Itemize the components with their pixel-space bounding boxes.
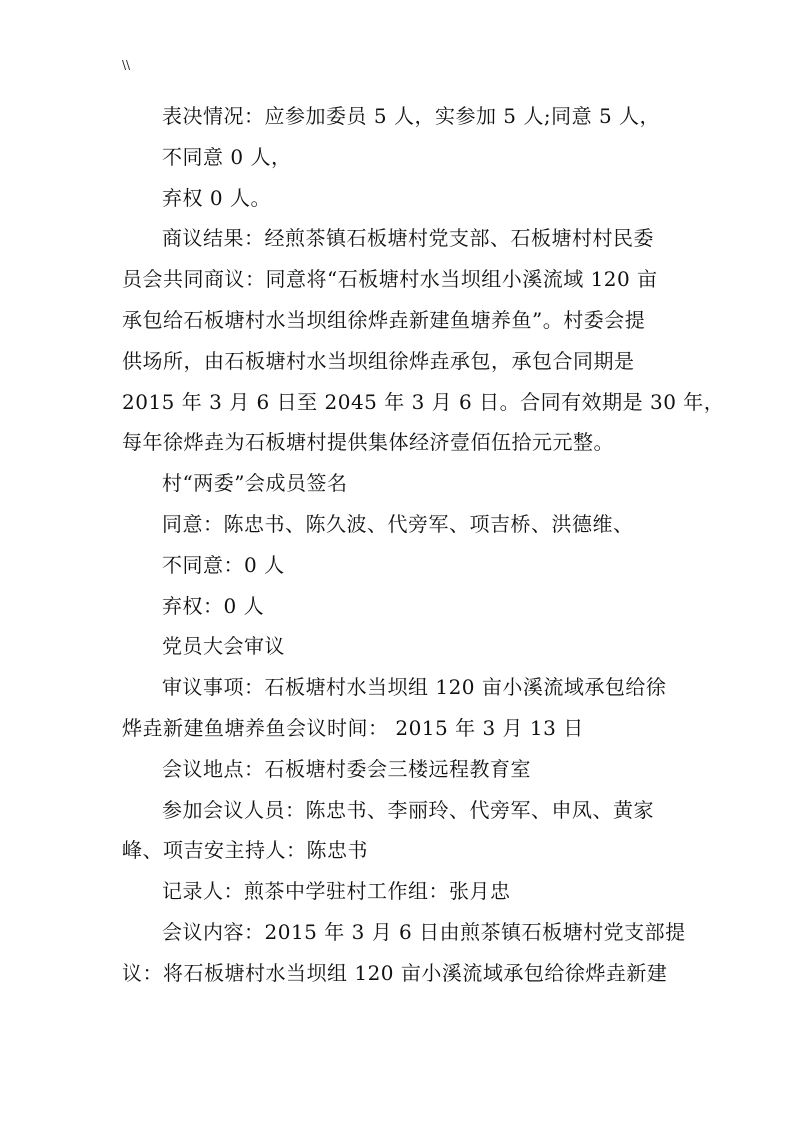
- text-line: 表决情况：应参加委员 5 人，实参加 5 人;同意 5 人，: [162, 104, 661, 128]
- text-line: 同意：陈忠书、陈久波、代旁军、项吉桥、洪德维、: [162, 511, 634, 536]
- text-line: 记录人：煎茶中学驻村工作组：张月忠: [162, 879, 511, 904]
- text-line: 烨垚新建鱼塘养鱼会议时间： 2015 年 3 月 13 日: [122, 715, 584, 740]
- text-line: 峰、项吉安主持人：陈忠书: [122, 838, 368, 863]
- text-line: 党员大会审议: [162, 634, 285, 659]
- document-body: [122, 96, 725, 994]
- text-line: 不同意：0 人: [162, 552, 285, 577]
- text-line: 弃权 0 人。: [162, 185, 271, 210]
- text-line: 弃权：0 人: [162, 593, 265, 618]
- text-line: 议：将石板塘村水当坝组 120 亩小溪流域承包给徐烨垚新建: [122, 960, 668, 985]
- text-line: 不同意 0 人，: [162, 144, 292, 169]
- text-line: 会议地点：石板塘村委会三楼远程教育室: [162, 756, 531, 781]
- top-mark: \\: [122, 58, 131, 72]
- text-line: 供场所，由石板塘村水当坝组徐烨垚承包，承包合同期是: [122, 348, 635, 373]
- text-line: 员会共同商议：同意将“石板塘村水当坝组小溪流域 120 亩: [122, 267, 658, 292]
- text-line: 承包给石板塘村水当坝组徐烨垚新建鱼塘养鱼”。村委会提: [122, 307, 646, 332]
- text-line: 会议内容：2015 年 3 月 6 日由煎茶镇石板塘村党支部提: [162, 919, 686, 944]
- text-line: 参加会议人员：陈忠书、李丽玲、代旁军、申凤、黄家: [162, 797, 654, 822]
- text-line: 2015 年 3 月 6 日至 2045 年 3 月 6 日。合同有效期是 30 年，: [122, 389, 725, 414]
- text-line: 每年徐烨垚为石板塘村提供集体经济壹佰伍拾元元整。: [122, 430, 614, 455]
- text-line: 审议事项：石板塘村水当坝组 120 亩小溪流域承包给徐: [162, 675, 667, 700]
- text-line: 村“两委”会成员签名: [162, 471, 348, 496]
- text-line: 商议结果：经煎茶镇石板塘村党支部、石板塘村村民委: [162, 226, 654, 251]
